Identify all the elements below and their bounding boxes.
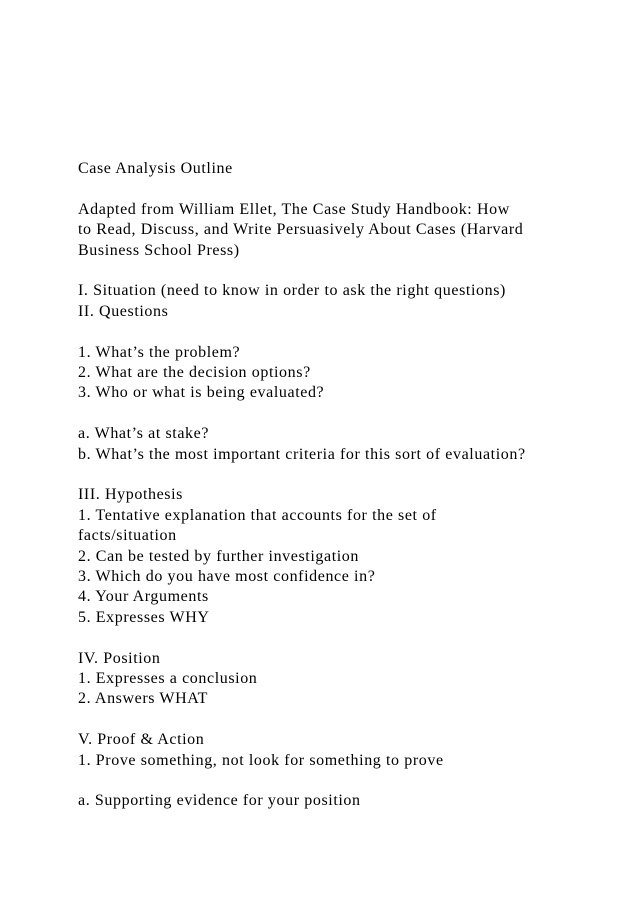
section-heading-hypothesis: III. Hypothesis: [78, 486, 183, 504]
list-item: 3. Which do you have most confidence in?: [78, 568, 376, 586]
list-item: a. What’s at stake?: [78, 425, 210, 443]
document-title: Case Analysis Outline: [78, 160, 233, 177]
section-heading-position: IV. Position: [78, 649, 161, 667]
spacer: [78, 628, 598, 648]
source-line: to Read, Discuss, and Write Persuasively About Cases (Harvard: [78, 221, 524, 239]
spacer: [78, 322, 598, 342]
document-body: [78, 159, 598, 812]
list-item: 1. Prove something, not look for something to prove: [78, 751, 444, 769]
list-item: 2. Can be tested by further investigation: [78, 547, 359, 565]
spacer: [78, 771, 598, 791]
list-item: 1. What’s the problem?: [78, 343, 241, 361]
section-heading-questions: II. Questions: [78, 302, 169, 320]
spacer: [78, 261, 598, 281]
list-item: 2. Answers WHAT: [78, 690, 209, 708]
section-heading-situation: I. Situation (need to know in order to ask the right questions): [78, 282, 506, 300]
list-item: 1. Expresses a conclusion: [78, 670, 258, 688]
list-item: 5. Expresses WHY: [78, 608, 210, 626]
spacer: [78, 404, 598, 424]
spacer: [78, 179, 598, 199]
spacer: [78, 465, 598, 485]
source-line: Business School Press): [78, 241, 240, 259]
spacer: [78, 710, 598, 730]
source-line: Adapted from William Ellet, The Case Study Handbook: How: [78, 200, 510, 218]
list-item: 1. Tentative explanation that accounts for the set of: [78, 506, 437, 524]
list-item: b. What’s the most important criteria for this sort of evaluation?: [78, 445, 526, 463]
list-item: facts/situation: [78, 527, 177, 545]
list-item: 3. Who or what is being evaluated?: [78, 384, 325, 402]
section-heading-proof-action: V. Proof & Action: [78, 731, 205, 749]
list-item: a. Supporting evidence for your position: [78, 792, 361, 810]
list-item: 4. Your Arguments: [78, 588, 209, 606]
list-item: 2. What are the decision options?: [78, 364, 311, 382]
